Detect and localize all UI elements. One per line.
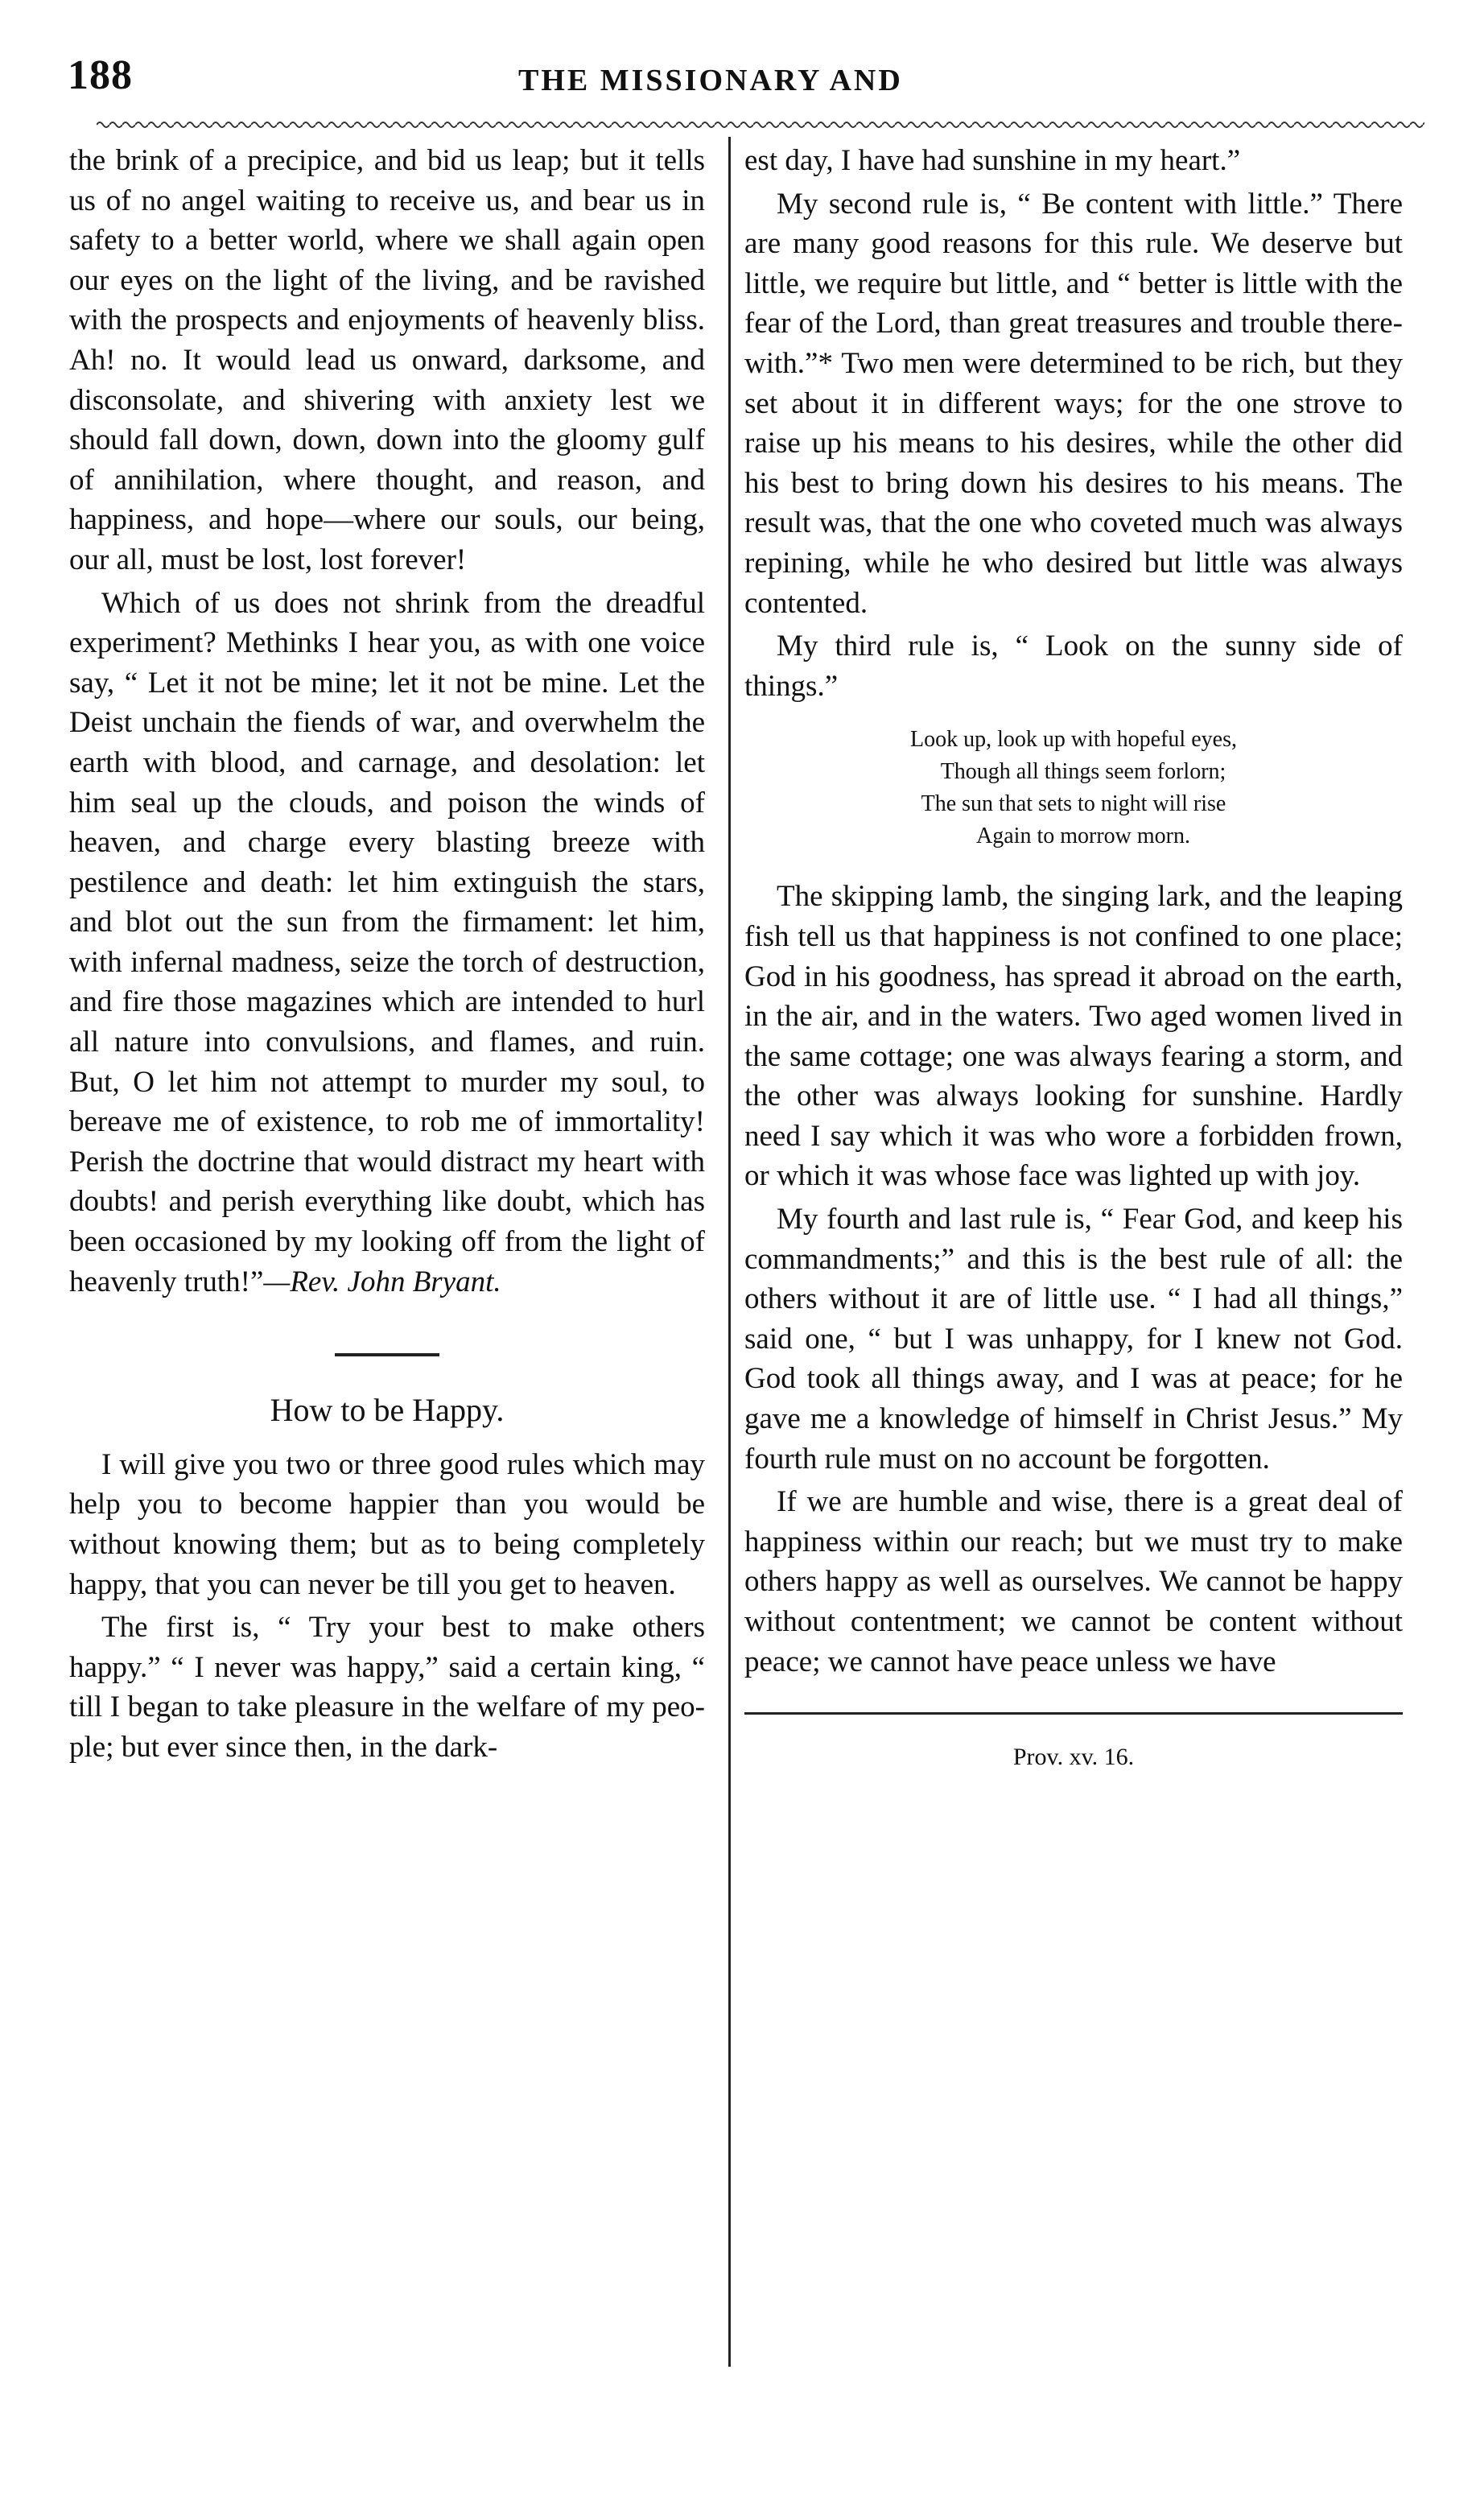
column-divider bbox=[728, 137, 731, 2367]
section-heading: How to be Happy. bbox=[270, 1392, 505, 1429]
attribution: —Rev. John Bryant. bbox=[263, 1265, 501, 1298]
poem-line: Though all things seem forlorn; bbox=[940, 759, 1226, 785]
paragraph: My second rule is, “ Be content with little.” There are many good reasons for this rule. We deserve but little, we require but little, and “ better is little with the fear of the Lord, than great treasures and trouble therewith.”* Two men were determined to be rich, but they set about it in different ways; for the one strove to raise up his means to his desires, while the other did his best to bring down his desires to his means. The result was, that the one who coveted much was always repining, while he who desired but little was always contented. bbox=[744, 187, 1403, 620]
poem-line: Again to morrow morn. bbox=[976, 824, 1190, 849]
paragraph: My fourth and last rule is, “ Fear God, and keep his commandments;” and this is the best rule of all: the others without it are of little use. “ I had all things,” said one, “ but I was unhappy, for I knew not God. God took all things away, and I was at peace; for he gave me a knowledge of himself in Christ Jesus.” My fourth rule must on no account be forgotten. bbox=[744, 1203, 1403, 1476]
paragraph: I will give you two or three good rules which may help you to become happier than you would be without knowing them; but as to being completely happy, that you can never be till you get to heaven. bbox=[69, 1447, 705, 1601]
footnote: Prov. xv. 16. bbox=[1012, 1744, 1135, 1771]
paragraph: The skipping lamb, the singing lark, and the leaping fish tell us that happiness is not confined to one place; God in his goodness, has spread it abroad on the earth, in the air, and in the waters. Two aged women lived in the same cottage; one was always fearing a storm, and the other was always looking for sunshine. Hardly need I say which it was who wore a forbidden frown, or which it was whose face was lighted up with joy. bbox=[744, 880, 1403, 1193]
paragraph-text: Which of us does not shrink from the dreadful experiment? Methinks I hear you, as with one voice say, “ Let it not be mine; let it not be mine. Let the Deist unchain the fiends of war, and overwhelm the earth with blood, and carnage, and desolation: let him seal up the clouds, and poison the winds of heaven, and charge every blasting breeze with pestilence and death: let him extinguish the stars, and blot out the sun from the firmament: let him, with infernal madness, seize the torch of destruction, and fire those magazines which are intended to hurl all nature into convulsions, and flames, and ruin. But, O let him not attempt to murder my soul, to bereave me of existence, to rob me of immortality! Perish the doctrine that would distract my heart with doubts! and perish everything like doubt, which has been occasioned by my looking off from the light of heavenly truth!” bbox=[69, 586, 705, 1298]
paragraph: the brink of a precipice, and bid us leap; but it tells us of no angel waiting to receive us, and bear us in safety to a better world, where we shall again open our eyes on the light of the living, and be ravished with the prospects and enjoyments of heavenly bliss. Ah! no. It would lead us onward, darksome, and disconsolate, and shivering with anxiety lest we should fall down, down, down into the gloomy gulf of annihilation, where thought, and reason, and happiness, and hope—where our souls, our being, our all, must be lost, lost forever! bbox=[69, 144, 705, 576]
poem-line: Look up, look up with hopeful eyes, bbox=[910, 727, 1237, 753]
paragraph: My third rule is, “ Look on the sunny side of things.” bbox=[744, 630, 1403, 703]
poem-line: The sun that sets to night will rise bbox=[921, 791, 1226, 817]
poem bbox=[744, 724, 1403, 852]
running-title: THE MISSIONARY AND bbox=[518, 64, 903, 97]
left-column bbox=[69, 141, 705, 1768]
paragraph: The first is, “ Try your best to make others happy.” “ I never was happy,” said a certain king, “ till I began to take pleasure in the welfare of my people; but ever since then, in the dark- bbox=[69, 1611, 705, 1764]
right-column bbox=[744, 141, 1403, 1777]
page-number: 188 bbox=[68, 52, 133, 98]
wavy-header-rule bbox=[97, 119, 1424, 130]
footnote-rule bbox=[744, 1712, 1403, 1715]
paragraph: est day, I have had sunshine in my heart.” bbox=[744, 144, 1241, 177]
section-divider bbox=[335, 1353, 439, 1356]
paragraph bbox=[69, 584, 705, 1302]
paragraph: If we are humble and wise, there is a great deal of happiness within our reach; but we must try to make others happy as well as ourselves. We cannot be happy without contentment; we cannot be content without peace; we cannot have peace unless we have bbox=[744, 1485, 1403, 1678]
running-head bbox=[68, 52, 1428, 108]
